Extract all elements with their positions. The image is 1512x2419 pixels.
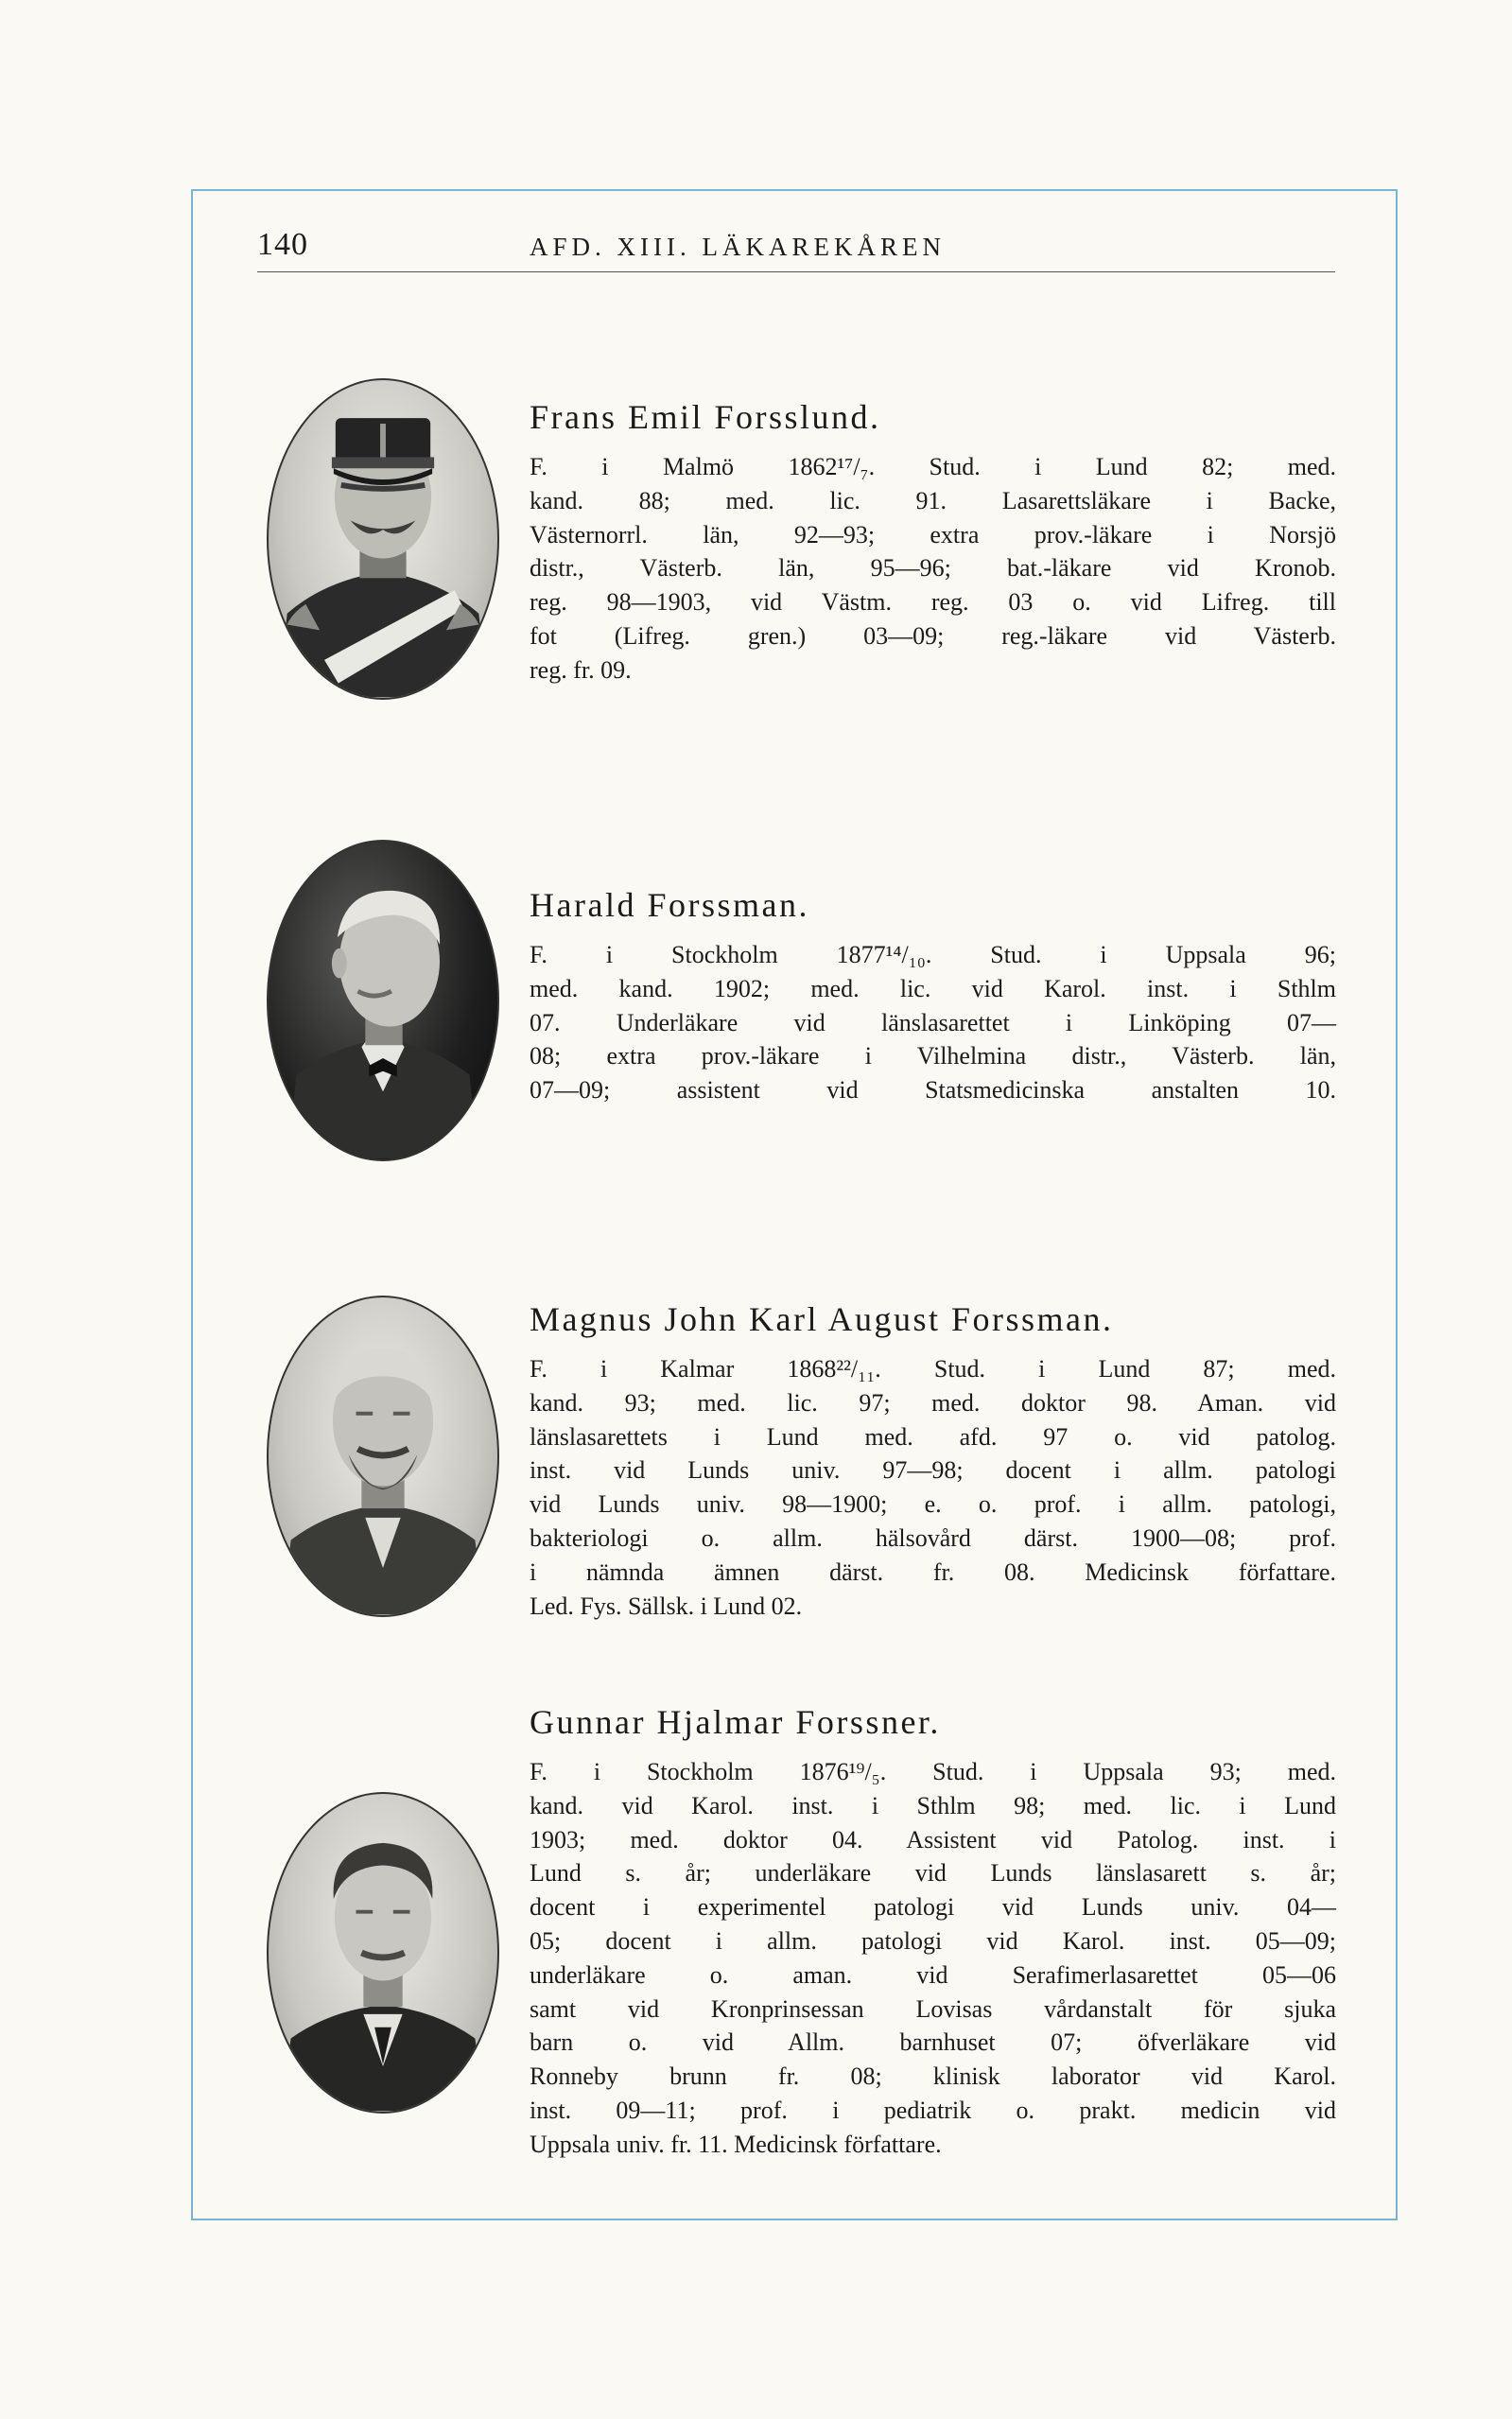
portrait-harald-forssman	[267, 840, 499, 1161]
bio-line: F. i Stockholm 1876¹⁹/₅. Stud. i Uppsala 93; med.	[530, 1758, 1336, 1785]
biography-text	[530, 1299, 1336, 1623]
bio-line: med. kand. 1902; med. lic. vid Karol. inst. i Sthlm	[530, 974, 1336, 1002]
bio-line: vid Lunds univ. 98—1900; e. o. prof. i allm. patologi,	[530, 1490, 1336, 1519]
portrait-frans-emil-forsslund	[267, 378, 499, 700]
biography-text	[530, 885, 1336, 1107]
bio-line: kand. 88; med. lic. 91. Lasarettsläkare i Backe,	[530, 486, 1336, 514]
portrait-image	[269, 1794, 497, 2112]
biography-text	[530, 397, 1336, 687]
biography-entry-forsslund	[257, 378, 1335, 719]
bio-line: Lund s. år; underläkare vid Lunds länslasarett s. år;	[530, 1859, 1336, 1888]
bio-line: underläkare o. aman. vid Serafimerlasarettet 05—06	[530, 1960, 1336, 1989]
biography-entry-harald-forssman	[257, 840, 1335, 1180]
bio-line: reg. fr. 09.	[530, 655, 632, 684]
bio-line: fot (Lifreg. gren.) 03—09; reg.-läkare vid Västerb.	[530, 621, 1336, 650]
person-name: Harald Forssman.	[530, 886, 809, 924]
portrait-image	[269, 1297, 497, 1615]
bio-line: docent i experimentel patologi vid Lunds univ. 04—	[530, 1893, 1336, 1922]
bio-line: F. i Malmö 1862¹⁷/₇. Stud. i Lund 82; med.	[530, 453, 1336, 480]
biography-entry-magnus-forssman	[257, 1296, 1335, 1674]
bio-line: kand. vid Karol. inst. i Sthlm 98; med. lic. i Lund	[530, 1791, 1336, 1819]
bio-line: 05; docent i allm. patologi vid Karol. inst. 05—09;	[530, 1926, 1336, 1955]
bio-line: Ronneby brunn fr. 08; klinisk laborator vid Karol.	[530, 2062, 1336, 2091]
biography-entry-gunnar-forssner	[257, 1702, 1335, 2194]
page-number: 140	[257, 227, 308, 262]
bio-line: 1903; med. doktor 04. Assistent vid Patolog. inst. i	[530, 1825, 1336, 1853]
portrait-gunnar-hjalmar-forssner	[267, 1792, 499, 2114]
bio-line: inst. vid Lunds univ. 97—98; docent i allm. patologi	[530, 1456, 1336, 1485]
bio-line: 07. Underläkare vid länslasarettet i Linköping 07—	[530, 1008, 1336, 1036]
person-name: Magnus John Karl August Forssman.	[530, 1300, 1114, 1338]
bio-line: distr., Västerb. län, 95—96; bat.-läkare vid Kronob.	[530, 554, 1336, 583]
bio-line: Västernorrl. län, 92—93; extra prov.-läkare i Norsjö	[530, 520, 1336, 548]
bio-line: länslasarettets i Lund med. afd. 97 o. vid patolog.	[530, 1422, 1336, 1451]
bio-line: F. i Kalmar 1868²²/₁₁. Stud. i Lund 87; med.	[530, 1355, 1336, 1383]
bio-line: barn o. vid Allm. barnhuset 07; öfverläkare vid	[530, 2028, 1336, 2057]
portrait-image	[269, 380, 497, 698]
person-name: Frans Emil Forsslund.	[530, 398, 881, 436]
bio-line: Uppsala univ. fr. 11. Medicinsk författare.	[530, 2130, 942, 2158]
person-name: Gunnar Hjalmar Forssner.	[530, 1703, 941, 1741]
bio-line: Led. Fys. Sällsk. i Lund 02.	[530, 1592, 803, 1620]
bio-line: i nämnda ämnen därst. fr. 08. Medicinsk författare.	[530, 1558, 1336, 1586]
bio-line: inst. 09—11; prof. i pediatrik o. prakt. medicin vid	[530, 2096, 1336, 2124]
biography-text	[530, 1702, 1336, 2162]
portrait-image	[269, 842, 497, 1159]
bio-line: 07—09; assistent vid Statsmedicinska anstalten 10.	[530, 1076, 1336, 1105]
bio-line: bakteriologi o. allm. hälsovård därst. 1900—08; prof.	[530, 1523, 1336, 1552]
running-head: AFD. XIII. LÄKAREKÅREN	[530, 233, 946, 261]
bio-line: samt vid Kronprinsessan Lovisas vårdanstalt för sjuka	[530, 1994, 1336, 2023]
portrait-magnus-john-karl-august-forssman	[267, 1296, 499, 1617]
bio-line: F. i Stockholm 1877¹⁴/₁₀. Stud. i Uppsala 96;	[530, 941, 1336, 968]
page-header	[257, 219, 1335, 272]
bio-line: 08; extra prov.-läkare i Vilhelmina distr., Västerb. län,	[530, 1042, 1336, 1070]
bio-line: reg. 98—1903, vid Västm. reg. 03 o. vid Lifreg. till	[530, 588, 1336, 617]
bio-line: kand. 93; med. lic. 97; med. doktor 98. Aman. vid	[530, 1388, 1336, 1417]
